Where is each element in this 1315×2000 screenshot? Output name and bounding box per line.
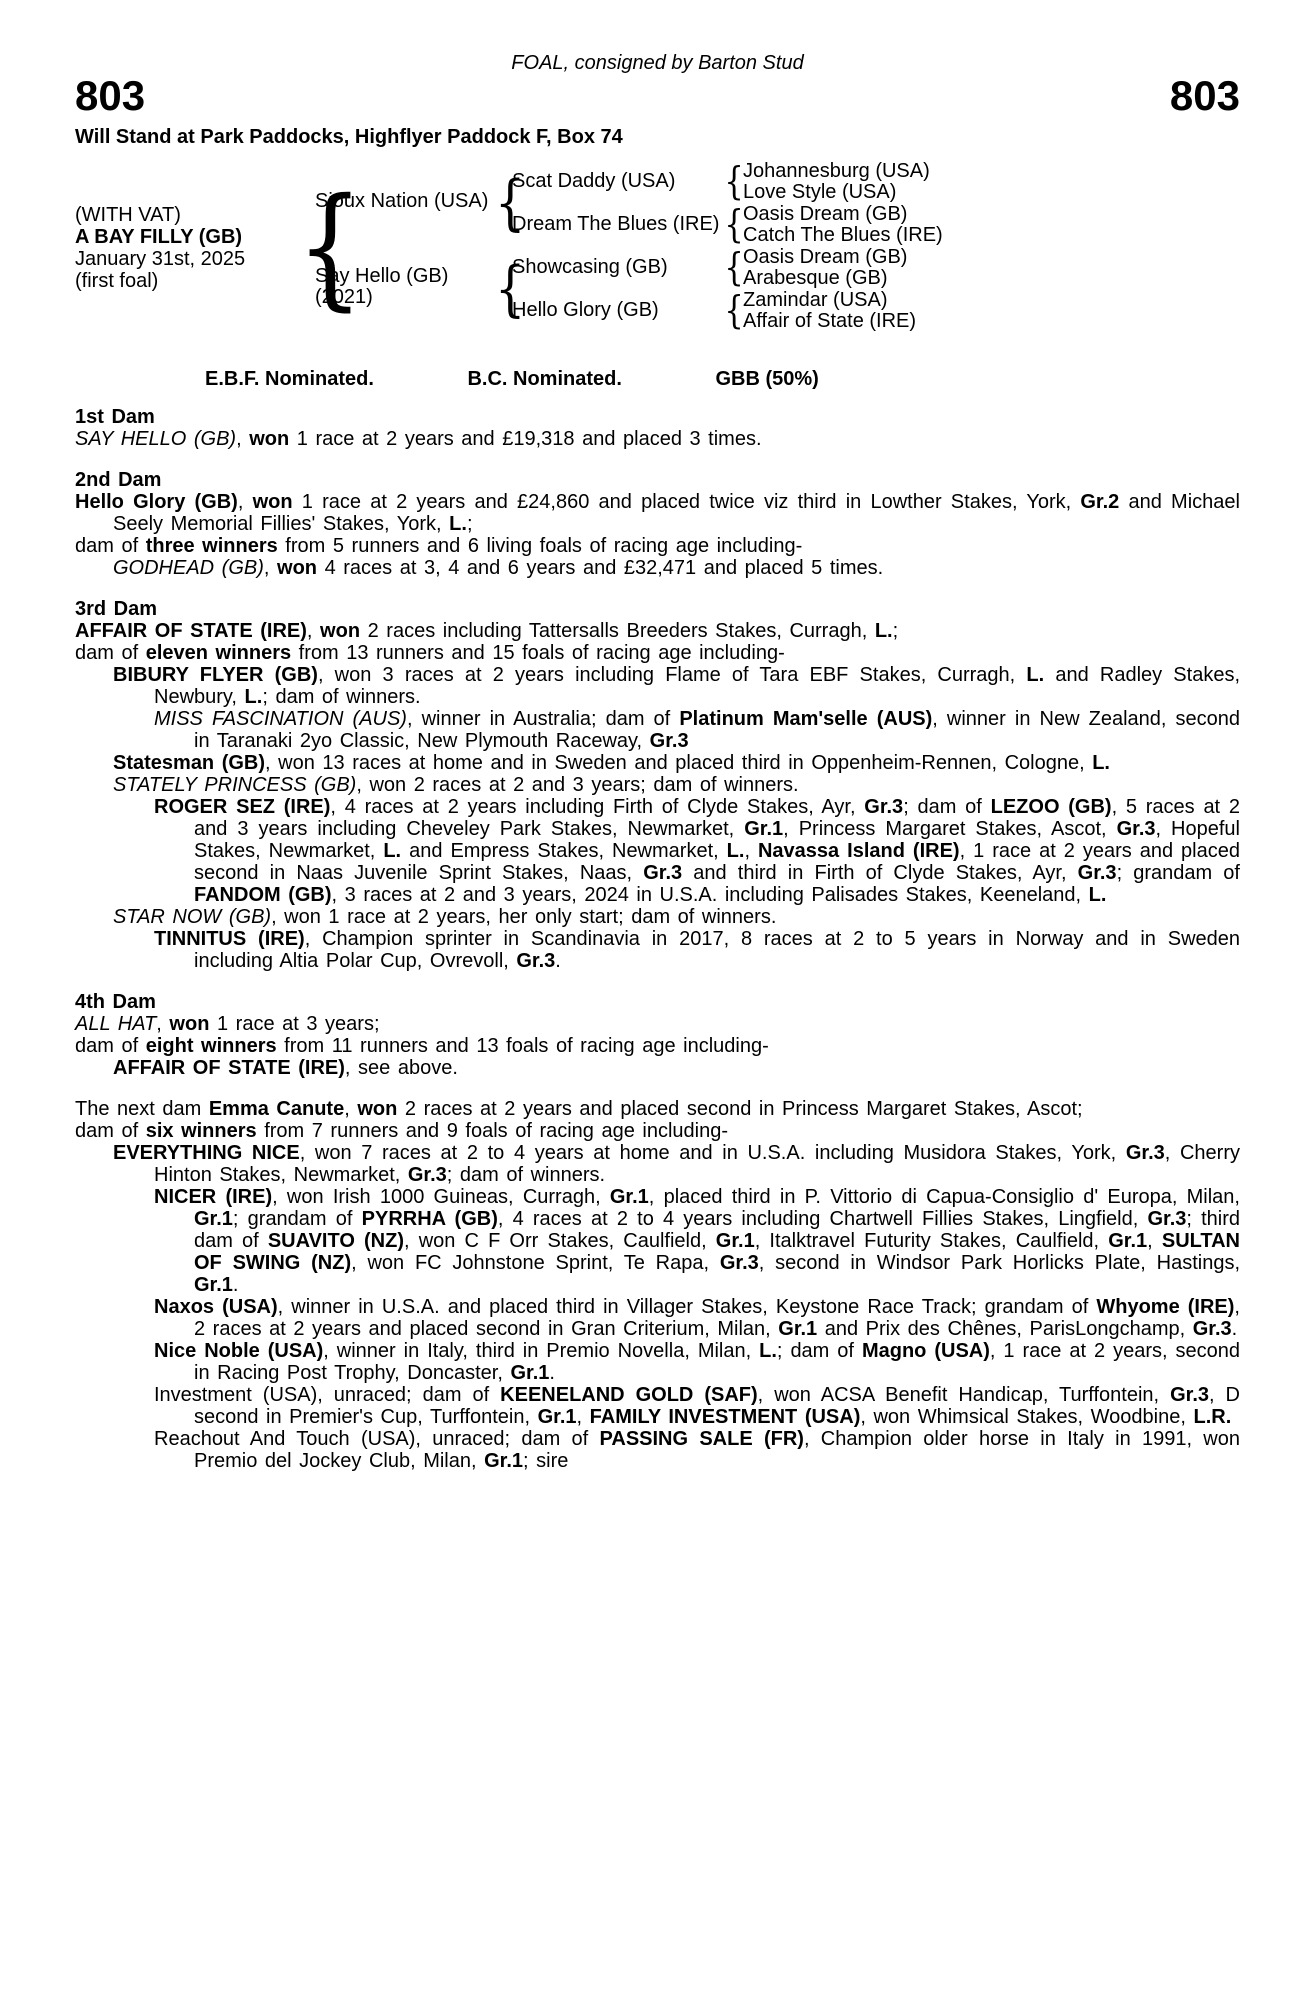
foaling-date: January 31st, 2025 [75, 248, 246, 270]
pedigree-paragraph: Investment (USA), unraced; dam of KEENELAND GOLD (SAF), won ACSA Benefit Handicap, Turffontein, Gr.3, D second in Premier's Cup, Turffontein, Gr.1, FAMILY INVESTMENT (USA), won Whimsical Stakes, Woodbine, L.R. [154, 1384, 1240, 1428]
pedigree-paragraph: GODHEAD (GB), won 4 races at 3, 4 and 6 years and £32,471 and placed 5 times. [113, 557, 884, 579]
bc-nomination: B.C. Nominated. [467, 368, 622, 390]
great-grandparent-name: Zamindar (USA) [743, 289, 888, 311]
pedigree-paragraph: dam of six winners from 7 runners and 9 foals of racing age including- [75, 1120, 729, 1142]
grandsire-name: Scat Daddy (USA) [512, 170, 676, 192]
stand-location-line: Will Stand at Park Paddocks, Highflyer Paddock F, Box 74 [75, 126, 623, 148]
brace-icon [724, 162, 743, 200]
great-grandparent-name: Oasis Dream (GB) [743, 246, 908, 268]
gbb-status: GBB (50%) [715, 368, 819, 390]
grandsire-name: Showcasing (GB) [512, 256, 668, 278]
pedigree-paragraph: dam of eleven winners from 13 runners and 15 foals of racing age including- [75, 642, 785, 664]
pedigree-paragraph: ROGER SEZ (IRE), 4 races at 2 years including Firth of Clyde Stakes, Ayr, Gr.3; dam of LEZOO (GB), 5 races at 2 and 3 years including Cheveley Park Stakes, Newmarket, Gr.1, Princess Margaret Stakes, Ascot, Gr.3, Hopeful Stakes, Newmarket, L. and Empress Stakes, Newmarket, L., Navassa Island (IRE), 1 race at 2 years and placed second in Naas Juvenile Sprint Stakes, Naas, Gr.3 and third in Firth of Clyde Stakes, Ayr, Gr.3; grandam of FANDOM (GB), 3 races at 2 and 3 years, 2024 in U.S.A. including Palisades Stakes, Keeneland, L. [154, 796, 1241, 906]
section-heading: 1st Dam [75, 406, 155, 428]
pedigree-paragraph: AFFAIR OF STATE (IRE), won 2 races including Tattersalls Breeders Stakes, Curragh, L.; [75, 620, 899, 642]
pedigree-paragraph: Nice Noble (USA), winner in Italy, third in Premio Novella, Milan, L.; dam of Magno (USA), 1 race at 2 years, second in Racing Post Trophy, Doncaster, Gr.1. [154, 1340, 1241, 1384]
foal-note: (first foal) [75, 270, 159, 292]
great-grandparent-name: Oasis Dream (GB) [743, 203, 908, 225]
dam-year: (2021) [315, 286, 373, 308]
great-grandparent-name: Arabesque (GB) [743, 267, 888, 289]
consignment-line: FOAL, consigned by Barton Stud [511, 52, 804, 74]
pedigree-paragraph: The next dam Emma Canute, won 2 races at 2 years and placed second in Princess Margaret Stakes, Ascot; [75, 1098, 1083, 1120]
dam-name: Say Hello (GB) [315, 265, 449, 287]
sire-name: Sioux Nation (USA) [315, 190, 489, 212]
nominations-row [75, 368, 1240, 390]
great-grandparent-name: Love Style (USA) [743, 181, 897, 203]
lot-number-row [75, 74, 1240, 118]
ebf-nomination: E.B.F. Nominated. [205, 368, 374, 390]
pedigree-paragraph: TINNITUS (IRE), Champion sprinter in Scandinavia in 2017, 8 races at 2 to 5 years in Norway and in Sweden including Altia Polar Cup, Ovrevoll, Gr.3. [154, 928, 1241, 972]
pedigree-paragraph: NICER (IRE), won Irish 1000 Guineas, Curragh, Gr.1, placed third in P. Vittorio di Capua-Consiglio d' Europa, Milan, Gr.1; grandam of PYRRHA (GB), 4 races at 2 to 4 years including Chartwell Fillies Stakes, Lingfield, Gr.3; third dam of SUAVITO (NZ), won C F Orr Stakes, Caulfield, Gr.1, Italktravel Futurity Stakes, Caulfield, Gr.1, SULTAN OF SWING (NZ), won FC Johnstone Sprint, Te Rapa, Gr.3, second in Windsor Park Horlicks Plate, Hastings, Gr.1. [154, 1186, 1241, 1296]
pedigree-paragraph: STATELY PRINCESS (GB), won 2 races at 2 and 3 years; dam of winners. [113, 774, 799, 796]
section-heading: 2nd Dam [75, 469, 162, 491]
brace-icon [724, 248, 743, 286]
great-grandparent-name: Affair of State (IRE) [743, 310, 917, 332]
pedigree-paragraph: MISS FASCINATION (AUS), winner in Australia; dam of Platinum Mam'selle (AUS), winner in New Zealand, second in Taranaki 2yo Classic, New Plymouth Raceway, Gr.3 [154, 708, 1241, 752]
great-grandparent-name: Catch The Blues (IRE) [743, 224, 943, 246]
section-heading: 3rd Dam [75, 598, 158, 620]
section-heading: 4th Dam [75, 991, 156, 1013]
brace-icon [724, 291, 743, 329]
granddam-name: Dream The Blues (IRE) [512, 213, 720, 235]
lot-number-left: 803 [75, 72, 146, 119]
subject-block [75, 204, 245, 292]
lot-number-right: 803 [1169, 72, 1240, 119]
pedigree-paragraph: AFFAIR OF STATE (IRE), see above. [113, 1057, 458, 1079]
pedigree-paragraph: Statesman (GB), won 13 races at home and in Sweden and placed third in Oppenheim-Rennen, Cologne, L. [113, 752, 1110, 774]
pedigree-paragraph: SAY HELLO (GB), won 1 race at 2 years and £19,318 and placed 3 times. [75, 428, 762, 450]
subject-name: A BAY FILLY (GB) [75, 226, 243, 248]
vat-note: (WITH VAT) [75, 204, 181, 226]
pedigree-paragraph: dam of three winners from 5 runners and 6 living foals of racing age including- [75, 535, 803, 557]
great-grandparent-name: Johannesburg (USA) [743, 160, 930, 182]
dam-block [315, 266, 448, 308]
pedigree-paragraph: STAR NOW (GB), won 1 race at 2 years, her only start; dam of winners. [113, 906, 777, 928]
granddam-name: Hello Glory (GB) [512, 299, 659, 321]
pedigree-paragraph: Hello Glory (GB), won 1 race at 2 years and £24,860 and placed twice viz third in Lowther Stakes, York, Gr.2 and Michael Seely Memorial Fillies' Stakes, York, L.; [75, 491, 1240, 535]
brace-icon [724, 205, 743, 243]
pedigree-table [75, 154, 1240, 354]
pedigree-paragraph: Reachout And Touch (USA), unraced; dam of PASSING SALE (FR), Champion older horse in Italy in 1991, won Premio del Jockey Club, Milan, Gr.1; sire [154, 1428, 1241, 1472]
catalogue-body [75, 406, 1240, 1472]
pedigree-paragraph: EVERYTHING NICE, won 7 races at 2 to 4 years at home and in U.S.A. including Musidora Stakes, York, Gr.3, Cherry Hinton Stakes, Newmarket, Gr.3; dam of winners. [113, 1142, 1240, 1186]
pedigree-paragraph: ALL HAT, won 1 race at 3 years; [75, 1013, 380, 1035]
pedigree-paragraph: BIBURY FLYER (GB), won 3 races at 2 years including Flame of Tara EBF Stakes, Curragh, L. and Radley Stakes, Newbury, L.; dam of winners. [113, 664, 1241, 708]
pedigree-paragraph: Naxos (USA), winner in U.S.A. and placed third in Villager Stakes, Keystone Race Track; grandam of Whyome (IRE), 2 races at 2 years and placed second in Gran Criterium, Milan, Gr.1 and Prix des Chênes, ParisLongchamp, Gr.3. [154, 1296, 1240, 1340]
pedigree-paragraph: dam of eight winners from 11 runners and 13 foals of racing age including- [75, 1035, 769, 1057]
